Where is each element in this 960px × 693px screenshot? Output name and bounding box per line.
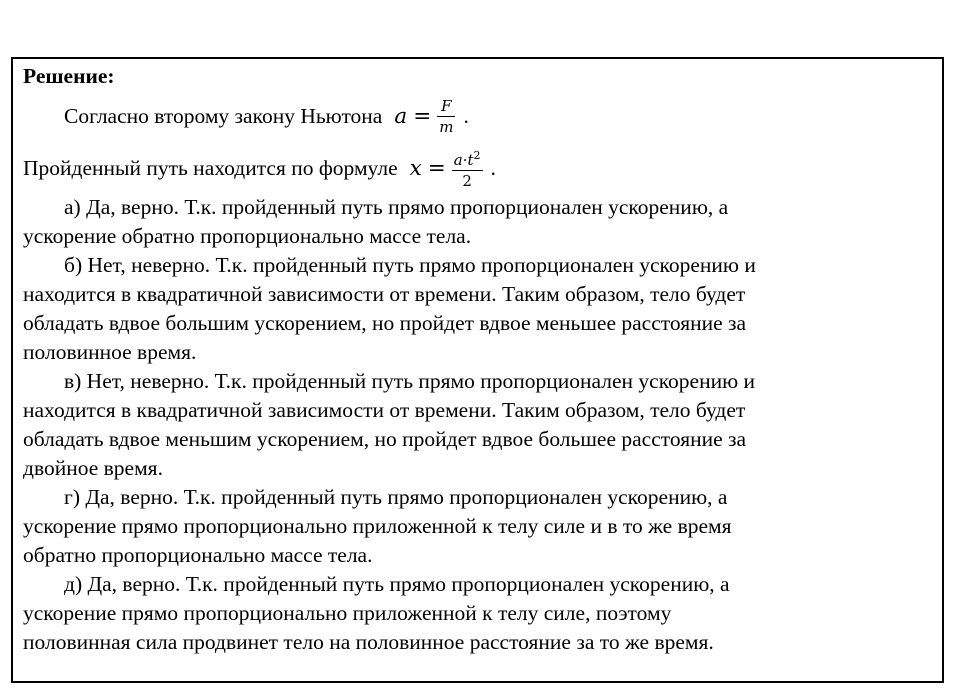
path-fraction-bar bbox=[452, 170, 483, 171]
newton-formula bbox=[394, 97, 455, 136]
newton-fraction-bar bbox=[437, 116, 455, 117]
text-line: б) Нет, неверно. Т.к. пройденный путь прямо пропорционален ускорению и bbox=[64, 253, 756, 277]
text-line: ускорение обратно пропорционально массе тела. bbox=[23, 224, 472, 248]
text-line: половинное время. bbox=[23, 340, 197, 364]
text-line: находится в квадратичной зависимости от времени. Таким образом, тело будет bbox=[23, 398, 746, 422]
newton-fraction bbox=[437, 97, 455, 136]
text-line: обладать вдвое меньшим ускорением, но пройдет вдвое большее расстояние за bbox=[23, 427, 747, 451]
newton-law-text: Согласно второму закону Ньютона bbox=[64, 103, 383, 128]
path-num-t: t bbox=[467, 150, 474, 169]
text-line: находится в квадратичной зависимости от времени. Таким образом, тело будет bbox=[23, 282, 746, 306]
text-line: г) Да, верно. Т.к. пройденный путь прямо пропорционален ускорению, а bbox=[64, 485, 728, 509]
answer-lines bbox=[23, 193, 934, 657]
newton-fraction-numerator: F bbox=[441, 96, 452, 115]
newton-formula-equals: = bbox=[413, 103, 432, 129]
path-formula-text: Пройденный путь находится по формуле bbox=[23, 155, 398, 180]
path-formula-lhs: x bbox=[409, 155, 422, 181]
path-formula-line bbox=[23, 143, 934, 193]
solution-heading: Решение: bbox=[23, 64, 115, 88]
path-period: . bbox=[490, 155, 496, 180]
path-formula-equals: = bbox=[427, 155, 446, 181]
path-fraction bbox=[452, 147, 483, 190]
text-line: ускорение прямо пропорционально приложенной к телу силе и в то же время bbox=[23, 514, 732, 538]
newton-fraction-denominator: m bbox=[439, 117, 454, 136]
text-line: обратно пропорционально массе тела. bbox=[23, 543, 373, 567]
path-formula bbox=[410, 147, 483, 190]
text-line: обладать вдвое большим ускорением, но пройдет вдвое меньшее расстояние за bbox=[23, 311, 747, 335]
text-line: в) Нет, неверно. Т.к. пройденный путь прямо пропорционален ускорению и bbox=[64, 369, 756, 393]
path-fraction-denominator: 2 bbox=[462, 171, 472, 190]
text-line: а) Да, верно. Т.к. пройденный путь прямо пропорционален ускорению, а bbox=[64, 195, 729, 219]
newton-law-line bbox=[23, 89, 934, 143]
path-fraction-numerator bbox=[452, 147, 483, 169]
solution-box bbox=[11, 57, 944, 683]
text-line: половинная сила продвинет тело на половинное расстояние за то же время. bbox=[23, 630, 714, 654]
path-num-exponent: 2 bbox=[473, 148, 481, 162]
newton-period: . bbox=[463, 103, 469, 128]
path-num-a: a bbox=[453, 150, 463, 169]
text-line: д) Да, верно. Т.к. пройденный путь прямо пропорционален ускорению, а bbox=[64, 572, 730, 596]
newton-formula-lhs: a bbox=[394, 103, 408, 129]
text-line: ускорение прямо пропорционально приложенной к телу силе, поэтому bbox=[23, 601, 672, 625]
path-num-dot: · bbox=[462, 150, 468, 169]
text-line: двойное время. bbox=[23, 456, 163, 480]
